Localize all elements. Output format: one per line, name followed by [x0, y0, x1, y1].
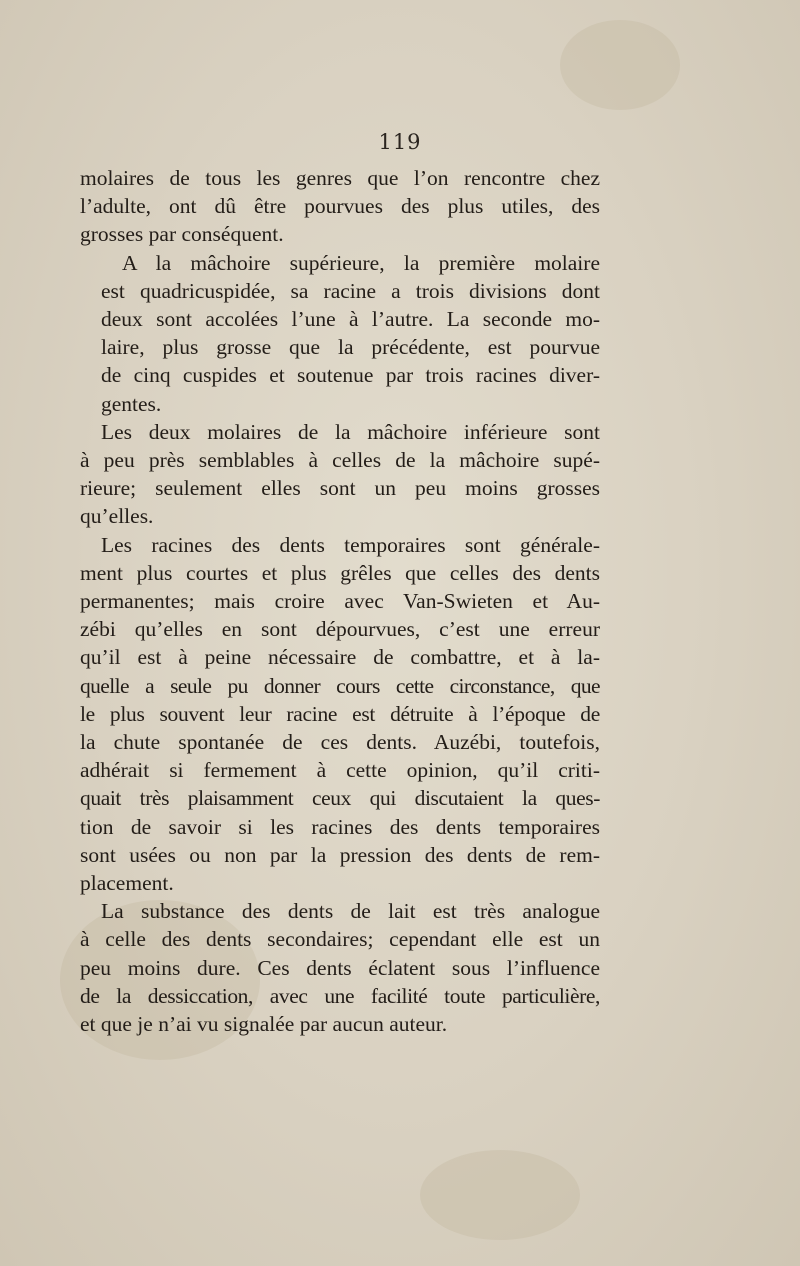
- paragraph-5: [80, 897, 600, 1038]
- text-line: adhérait si fermement à cette opinion, qu’il criti-: [80, 758, 600, 783]
- text-line: gentes.: [101, 391, 162, 416]
- text-line: peu moins dure. Ces dents éclatent sous l’influence: [80, 955, 600, 980]
- text-line: ment plus courtes et plus grêles que celles des dents: [80, 560, 600, 585]
- text-line: sont usées ou non par la pression des dents de rem-: [80, 842, 600, 867]
- text-line: quelle a seule pu donner cours cette circonstance, que: [80, 673, 600, 698]
- text-line: et que je n’ai vu signalée par aucun auteur.: [80, 1012, 448, 1037]
- text-line: permanentes; mais croire avec Van-Swieten et Au-: [80, 589, 600, 614]
- text-line: molaires de tous les genres que l’on rencontre chez: [80, 166, 600, 190]
- paragraph-3: [80, 418, 600, 531]
- text-line: de la dessiccation, avec une facilité toute particulière,: [80, 983, 600, 1008]
- text-line: A la mâchoire supérieure, la première molaire: [122, 250, 600, 275]
- text-line: quait très plaisamment ceux qui discutaient la ques-: [80, 786, 600, 811]
- body-text: [80, 164, 600, 1038]
- text-line: l’adulte, ont dû être pourvues des plus utiles, des: [80, 194, 600, 219]
- text-line: grosses par conséquent.: [80, 222, 284, 247]
- text-line: tion de savoir si les racines des dents temporaires: [80, 814, 600, 839]
- paper-stain: [560, 20, 680, 110]
- paper-stain: [420, 1150, 580, 1240]
- text-line: à peu près semblables à celles de la mâchoire supé-: [80, 448, 600, 473]
- paragraph-4: [80, 531, 600, 898]
- text-line: zébi qu’elles en sont dépourvues, c’est une erreur: [80, 617, 600, 642]
- paragraph-1: [80, 164, 600, 249]
- text-line: rieure; seulement elles sont un peu moins grosses: [80, 476, 600, 501]
- text-line: La substance des dents de lait est très analogue: [101, 899, 600, 924]
- text-line: Les deux molaires de la mâchoire inférieure sont: [101, 419, 600, 444]
- paragraph-2: [80, 249, 600, 418]
- text-line: est quadricuspidée, sa racine a trois divisions dont: [101, 278, 600, 303]
- text-line: à celle des dents secondaires; cependant elle est un: [80, 927, 600, 952]
- text-line: deux sont accolées l’une à l’autre. La seconde mo-: [101, 307, 600, 332]
- text-line: qu’elles.: [80, 504, 154, 529]
- text-line: qu’il est à peine nécessaire de combattre, et à la-: [80, 645, 600, 670]
- text-line: le plus souvent leur racine est détruite à l’époque de: [80, 701, 600, 726]
- text-line: Les racines des dents temporaires sont générale-: [101, 532, 600, 557]
- text-line: laire, plus grosse que la précédente, est pourvue: [101, 335, 600, 360]
- text-line: la chute spontanée de ces dents. Auzébi, toutefois,: [80, 730, 600, 755]
- text-line: de cinq cuspides et soutenue par trois racines diver-: [101, 363, 600, 388]
- text-line: placement.: [80, 871, 174, 896]
- page-number: 119: [378, 130, 422, 154]
